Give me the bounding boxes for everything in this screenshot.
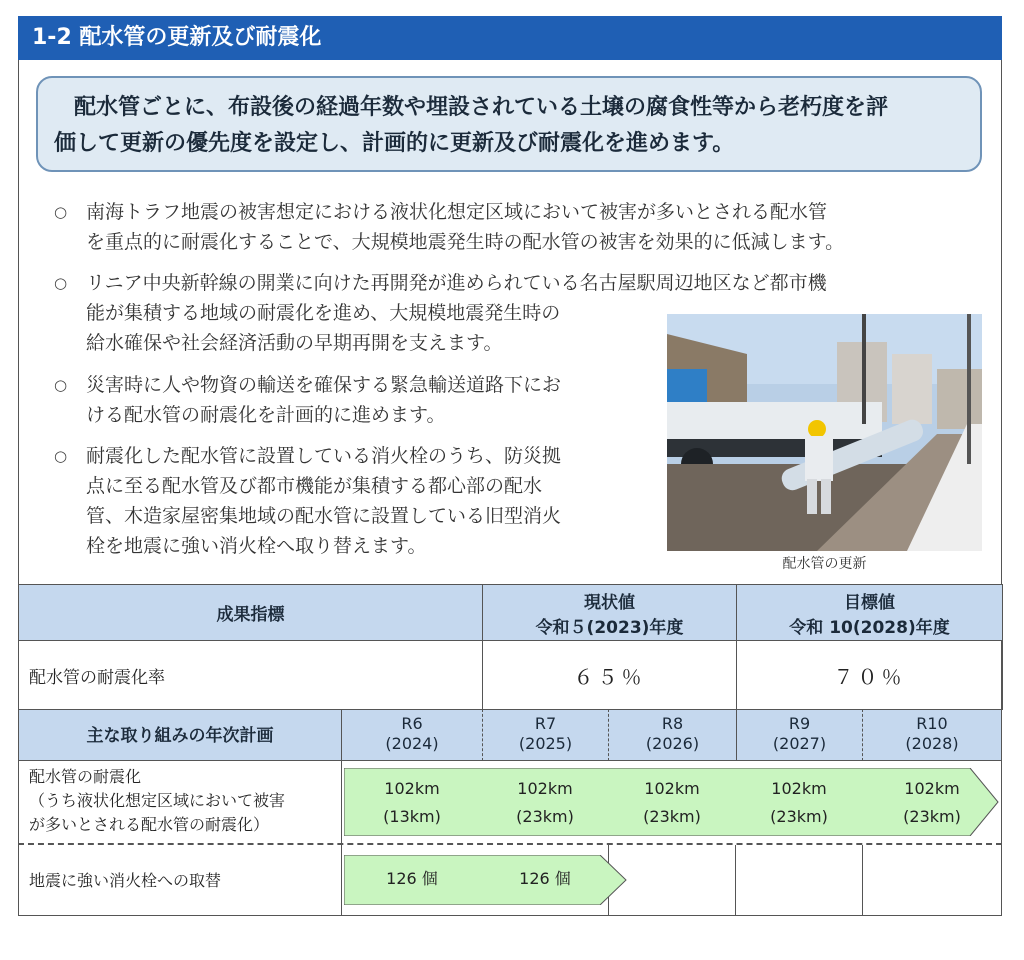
- bullet-1-line-2: を重点的に耐震化することで、大規模地震発生時の配水管の被害を効果的に低減します。: [86, 231, 845, 253]
- plan-r9-pipe: [736, 775, 862, 831]
- bullet-3-line-1: 災害時に人や物資の輸送を確保する緊急輸送道路下にお: [86, 374, 562, 396]
- results-header-target: [737, 585, 1003, 641]
- bullet-4-line-1: 耐震化した配水管に設置している消火栓のうち、防災拠: [86, 445, 562, 467]
- bullet-2-line-3: 給水確保や社会経済活動の早期再開を支えます。: [86, 332, 503, 354]
- year-r8: [608, 709, 736, 761]
- year-r8-label: R8: [661, 714, 684, 733]
- plan-r9-pipe-total: 102km: [771, 779, 827, 798]
- current-value: ６５％: [483, 641, 737, 710]
- year-r7-ad: (2025): [518, 734, 573, 753]
- bullet-circle-icon: ○: [54, 274, 68, 292]
- construction-scene-image: [667, 314, 982, 551]
- bullet-3: [54, 370, 654, 430]
- plan-row1-label-line2: （うち液状化想定区域において被害: [29, 791, 286, 810]
- bullet-4-line-3: 管、木造家屋密集地域の配水管に設置している旧型消火: [86, 505, 562, 527]
- target-label: 目標値: [844, 592, 895, 613]
- plan-r6-pipe-total: 102km: [384, 779, 440, 798]
- photo-caption: 配水管の更新: [782, 556, 867, 572]
- plan-row1-label: [18, 761, 342, 843]
- summary-box: [36, 76, 982, 172]
- bullet-3-line-2: ける配水管の耐震化を計画的に進めます。: [86, 404, 446, 426]
- section-header: 1-2 配水管の更新及び耐震化: [18, 16, 1002, 60]
- year-r7-label: R7: [534, 714, 557, 733]
- results-row-label: 配水管の耐震化率: [19, 641, 483, 710]
- plan-r6-pipe-liquefaction: (13km): [383, 807, 441, 826]
- plan-r9-pipe-liquefaction: (23km): [770, 807, 828, 826]
- plan-r7-pipe-total: 102km: [517, 779, 573, 798]
- year-r10-label: R10: [916, 714, 948, 733]
- year-r6-label: R6: [401, 714, 423, 733]
- plan-r8-pipe-total: 102km: [644, 779, 700, 798]
- year-r6: [342, 709, 482, 761]
- year-r9: [736, 709, 862, 761]
- plan-r10-pipe: [862, 775, 1002, 831]
- bullet-circle-icon: ○: [54, 203, 68, 221]
- year-r9-ad: (2027): [772, 734, 827, 753]
- results-table: [18, 584, 1003, 710]
- bullet-circle-icon: ○: [54, 447, 68, 465]
- plan-row2-label: 地震に強い消火栓への取替: [18, 845, 342, 916]
- plan-r7-pipe-liquefaction: (23km): [516, 807, 574, 826]
- year-r7: [482, 709, 608, 761]
- bullet-2-line-2: 能が集積する地域の耐震化を進め、大規模地震発生時の: [86, 302, 561, 324]
- plan-row2-col-r10: [862, 845, 863, 916]
- year-r9-label: R9: [788, 714, 811, 733]
- pipe-renewal-photo: [667, 314, 982, 551]
- summary-line-2: 価して更新の優先度を設定し、計画的に更新及び耐震化を進めます。: [54, 131, 735, 156]
- bullet-4-line-2: 点に至る配水管及び都市機能が集積する都心部の配水: [86, 475, 543, 497]
- plan-r8-pipe-liquefaction: (23km): [643, 807, 701, 826]
- plan-row1-label-line3: が多いとされる配水管の耐震化）: [29, 815, 270, 834]
- plan-r10-pipe-liquefaction: (23km): [903, 807, 961, 826]
- bullet-4-line-4: 栓を地震に強い消火栓へ取り替えます。: [86, 535, 427, 557]
- bullet-4: [54, 441, 654, 561]
- plan-row1-label-line1: 配水管の耐震化: [29, 767, 142, 786]
- plan-r10-pipe-total: 102km: [904, 779, 960, 798]
- plan-r8-pipe: [608, 775, 736, 831]
- plan-r7-pipe: [482, 775, 608, 831]
- current-label: 現状値: [584, 592, 635, 613]
- bullet-circle-icon: ○: [54, 376, 68, 394]
- bullet-1-line-1: 南海トラフ地震の被害想定における液状化想定区域において被害が多いとされる配水管: [86, 201, 828, 223]
- bullet-2-line-1: リニア中央新幹線の開業に向けた再開発が進められている名古屋駅周辺地区など都市機: [86, 272, 827, 294]
- plan-r6-pipe: [342, 775, 482, 831]
- plan-r6-hydrant: 126 個: [386, 869, 438, 888]
- results-header-current: [483, 585, 737, 641]
- year-r6-ad: (2024): [385, 734, 439, 753]
- year-r10-ad: (2028): [905, 734, 959, 753]
- target-value: ７０％: [737, 641, 1003, 710]
- target-year: 令和 10(2028)年度: [789, 617, 950, 638]
- bullet-1: [54, 197, 984, 257]
- summary-line-1: 配水管ごとに、布設後の経過年数や埋設されている土壌の腐食性等から老朽度を評: [74, 95, 889, 120]
- year-r10: [862, 709, 1002, 761]
- results-header-indicator: 成果指標: [19, 585, 483, 641]
- annual-plan: [18, 709, 1002, 916]
- plan-r7-hydrant: 126 個: [519, 869, 571, 888]
- plan-header: 主な取り組みの年次計画: [18, 709, 342, 761]
- current-year: 令和５(2023)年度: [535, 617, 684, 638]
- year-r8-ad: (2026): [645, 734, 700, 753]
